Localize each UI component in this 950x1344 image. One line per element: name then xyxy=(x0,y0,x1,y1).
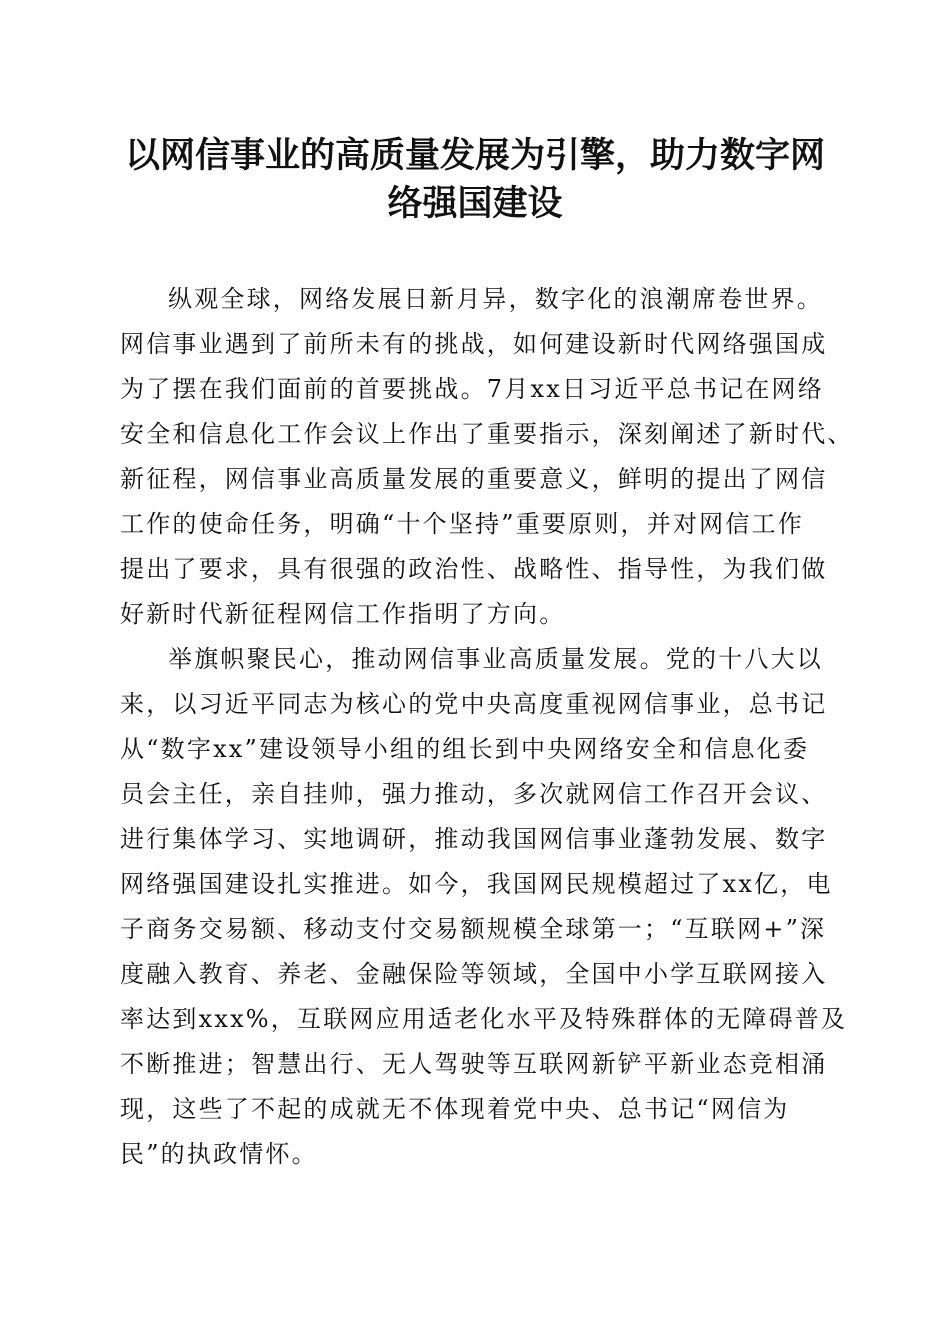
paragraph-line: 度融入教育、养老、金融保险等领域，全国中小学互联网接入 xyxy=(120,960,828,988)
paragraph-line: 子商务交易额、移动支付交易额规模全球第一；“互联网+”深 xyxy=(120,915,827,943)
paragraph-line: 民”的执政情怀。 xyxy=(120,1140,318,1168)
paragraph-line: 现，这些了不起的成就无不体现着党中央、总书记“网信为 xyxy=(120,1095,790,1123)
paragraph-line: 新征程，网信事业高质量发展的重要意义，鲜明的提出了网信 xyxy=(120,465,828,493)
paragraph-2 xyxy=(120,637,848,1177)
paragraph-line: 好新时代新征程网信工作指明了方向。 xyxy=(120,600,566,628)
paragraph-line: 网络强国建设扎实推进。如今，我国网民规模超过了xx亿，电 xyxy=(120,870,833,898)
paragraph-1 xyxy=(120,277,854,637)
paragraph-line: 来，以习近平同志为核心的党中央高度重视网信事业，总书记 xyxy=(120,690,828,718)
paragraph-line: 率达到xxx%，互联网应用适老化水平及特殊群体的无障碍普及 xyxy=(120,1005,848,1033)
title-line-2: 络强国建设 xyxy=(387,183,563,224)
paragraph-line: 网信事业遇到了前所未有的挑战，如何建设新时代网络强国成 xyxy=(120,330,828,358)
paragraph-line: 工作的使命任务，明确“十个坚持”重要原则，并对网信工作 xyxy=(120,510,804,538)
paragraph-line: 从“数字xx”建设领导小组的组长到中央网络安全和信息化委 xyxy=(120,735,810,763)
paragraph-line: 员会主任，亲自挂帅，强力推动，多次就网信工作召开会议、 xyxy=(120,780,828,808)
paragraph-line: 进行集体学习、实地调研，推动我国网信事业蓬勃发展、数字 xyxy=(120,825,828,853)
document-title xyxy=(110,132,840,228)
paragraph-line: 纵观全球，网络发展日新月异，数字化的浪潮席卷世界。 xyxy=(168,285,823,313)
paragraph-line: 不断推进；智慧出行、无人驾驶等互联网新铲平新业态竞相涌 xyxy=(120,1050,828,1078)
paragraph-line: 举旗帜聚民心，推动网信事业高质量发展。党的十八大以 xyxy=(168,645,823,673)
document-body xyxy=(120,277,854,1177)
paragraph-line: 为了摆在我们面前的首要挑战。7月xx日习近平总书记在网络 xyxy=(120,375,824,403)
paragraph-line: 提出了要求，具有很强的政治性、战略性、指导性，为我们做 xyxy=(120,555,828,583)
title-line-1: 以网信事业的高质量发展为引擎，助力数字网 xyxy=(124,135,825,176)
paragraph-line: 安全和信息化工作会议上作出了重要指示，深刻阐述了新时代、 xyxy=(120,420,854,448)
